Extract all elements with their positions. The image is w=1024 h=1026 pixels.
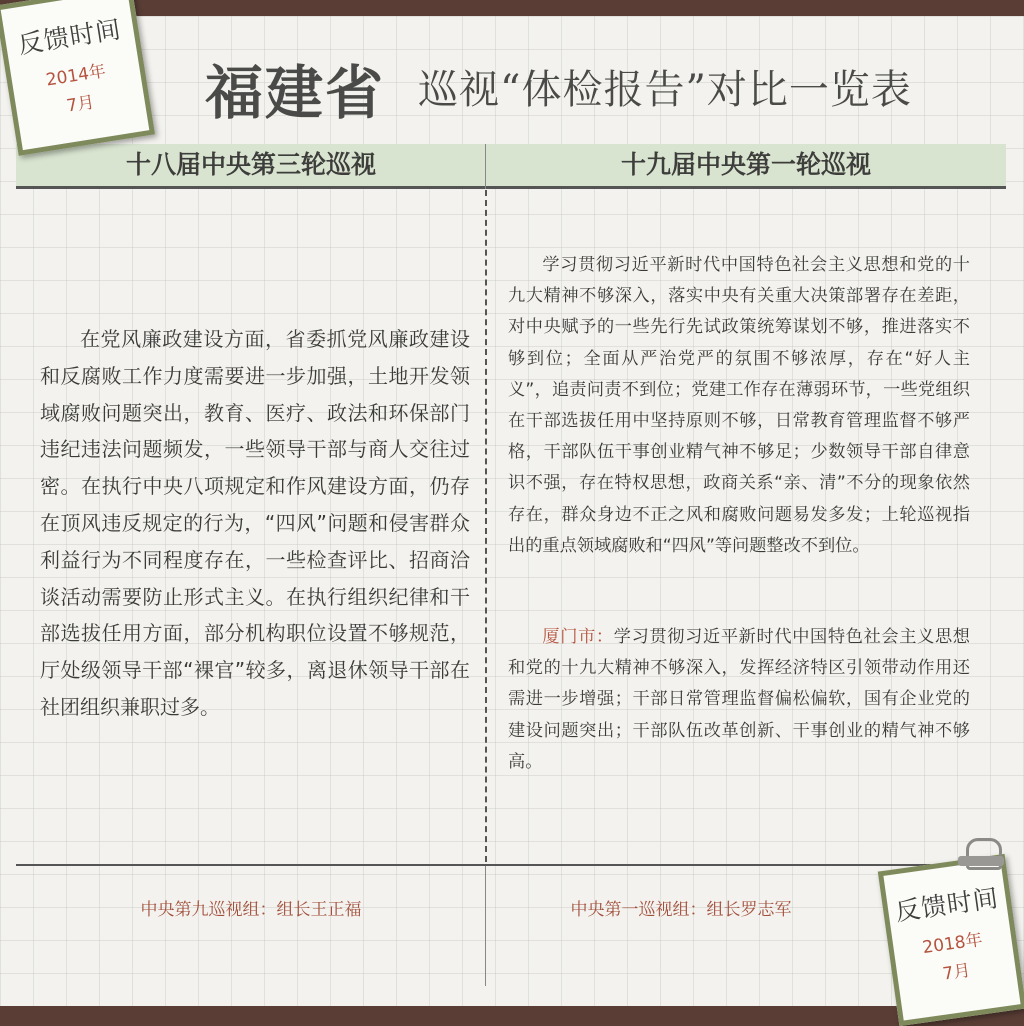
page-subtitle: 巡视“体检报告”对比一览表: [418, 67, 912, 113]
xiamen-text: 学习贯彻习近平新时代中国特色社会主义思想和党的十九大精神不够深入，发挥经济特区引领带动作用还需进一步增强；干部日常管理监督偏松偏软，国有企业党的建设问题突出；干部队伍改革创新、干事创业的精气神不够高。: [508, 627, 970, 772]
note-month: 7月: [65, 92, 96, 117]
note-title: 反馈时间: [893, 883, 1001, 927]
footer-divider: [485, 866, 486, 986]
left-column-text: 在党风廉政建设方面，省委抓党风廉政建设和反腐败工作力度需要进一步加强，土地开发领域腐败问题突出，教育、医疗、政法和环保部门违纪违法问题频发，一些领导干部与商人交往过密。在执行中央八项规定和作风建设方面，仍存在顶风违反规定的行为，“四风”问题和侵害群众利益行为不同程度存在，一些检查评比、招商洽谈活动需要防止形式主义。在执行组织纪律和干部选拔任用方面，部分机构职位设置不够规范，厅处级领导干部“裸官”较多，离退休领导干部在社团组织兼职过多。: [40, 327, 470, 719]
column-divider: [485, 190, 487, 862]
left-footer-credit: 中央第九巡视组：组长王正福: [140, 900, 362, 920]
city-label: 厦门市：: [542, 627, 614, 647]
note-year: 2014年: [44, 61, 108, 91]
page-title: 福建省: [205, 59, 386, 127]
right-column-header: 十九届中央第一轮巡视: [620, 150, 871, 179]
note-title: 反馈时间: [16, 14, 124, 60]
column-header-bar: [16, 144, 1006, 189]
note-year: 2018年: [921, 929, 984, 959]
clip-base-icon: [958, 856, 1004, 866]
feedback-note-2018: [878, 854, 1024, 1026]
header-divider: [485, 144, 486, 189]
right-column-text: 学习贯彻习近平新时代中国特色社会主义思想和党的十九大精神不够深入，落实中央有关重大决策部署存在差距，对中央赋予的一些先行先试政策统筹谋划不够，推进落实不够到位；全面从严治党严的氛围不够浓厚，存在“好人主义”，追责问责不到位；党建工作存在薄弱环节，一些党组织在干部选拔任用中坚持原则不够，日常教育管理监督不够严格，干部队伍干事创业精气神不够足；少数领导干部自律意识不强，存在特权思想，政商关系“亲、清”不分的现象依然存在，群众身边不正之风和腐败问题易发多发；上轮巡视指出的重点领域腐败和“四风”等问题整改不到位。: [508, 255, 970, 556]
left-column-header: 十八届中央第三轮巡视: [125, 150, 376, 179]
xiamen-paragraph: [508, 622, 970, 778]
right-footer-credit: 中央第一巡视组：组长罗志军: [570, 900, 792, 920]
footer-rule: [16, 864, 1006, 866]
feedback-note-2014: [0, 0, 155, 156]
note-month: 7月: [941, 960, 972, 985]
